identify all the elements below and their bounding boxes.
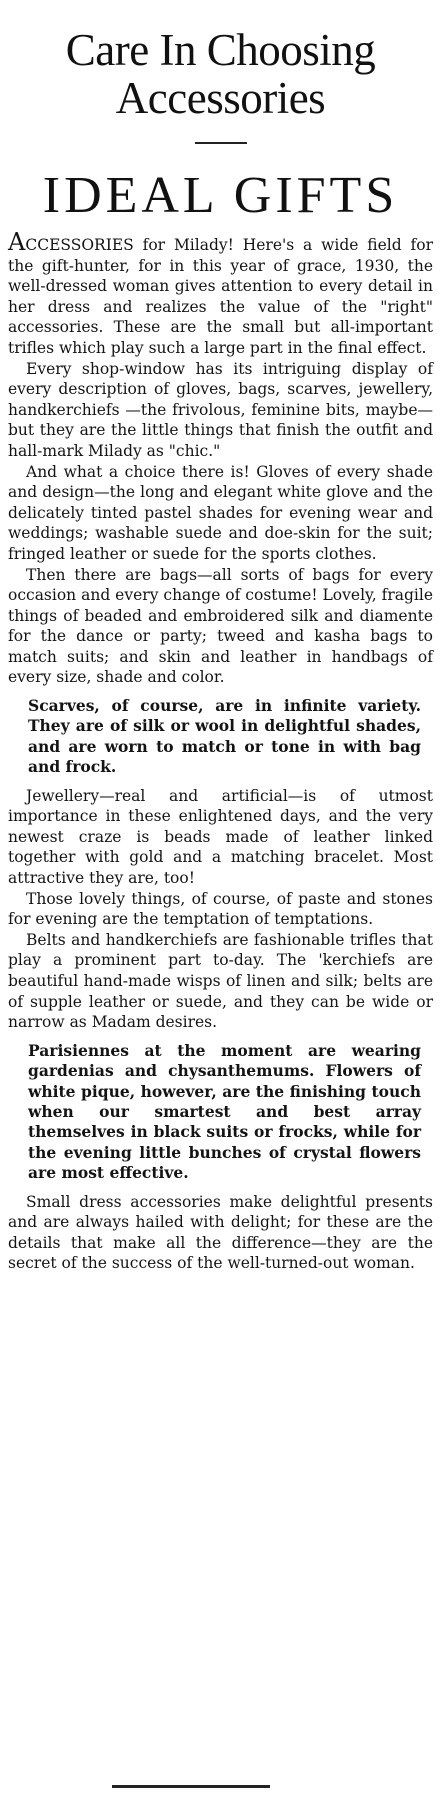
paragraph-closing: Small dress accessories make delightful presents and are always hailed with delight; for these are the details that make all the difference—they are the secret of the success of the well-turned-out woman. [8, 1192, 433, 1273]
paragraph-evening-stones: Those lovely things, of course, of paste and stones for evening are the temptation of temptations. [8, 889, 433, 929]
paragraph-gloves: And what a choice there is! Gloves of every shade and design—the long and elegant white glove and the delicately tinted pastel shades for evening wear and weddings; washable suede and doe-skin for the suit; fringed leather or suede for the sports clothes. [8, 462, 433, 563]
paragraph-parisiennes: Parisiennes at the moment are wearing gardenias and chysanthemums. Flowers of white pique, however, are the finishing touch when our smartest and best array themselves in black suits or frocks, while for the evening little bunches of crystal flowers are most effective. [28, 1040, 421, 1183]
headline-divider [195, 142, 247, 144]
paragraph-intro: ACCESSORIES for Milady! Here's a wide field for the gift-hunter, for in this year of grace, 1930, the well-dressed woman gives attention to every detail in her dress and realizes the value of the "right" accessories. These are the small but all-important trifles which play such a large part in the final effect. [8, 228, 433, 357]
paragraph-shop-window: Every shop-window has its intriguing display of every description of gloves, bags, scarves, jewellery, handkerchiefs —the frivolous, feminine bits, maybe—but they are the little things that finish the outfit and hall-mark Milady as "chic." [8, 359, 433, 460]
paragraph-scarves: Scarves, of course, are in infinite variety. They are of silk or wool in delightful shades, and are worn to match or tone in with bag and frock. [28, 696, 421, 777]
paragraph-belts: Belts and handkerchiefs are fashionable trifles that play a prominent part to-day. The 'kerchiefs are beautiful hand-made wisps of linen and silk; belts are of supple leather or suede, and they can be wide or narrow as Madam desires. [8, 930, 433, 1032]
end-rule [112, 1785, 270, 1788]
headline: Care In Choosing Accessories [65, 25, 376, 123]
paragraph-bags: Then there are bags—all sorts of bags for every occasion and every change of costume! Lovely, fragile things of beaded and embroidered silk and diamente for the dance or party; tweed and kasha bags to match suits; and skin and leather in handbags of every size, shade and color. [8, 565, 433, 687]
article-body [8, 228, 433, 1274]
subheadline: IDEAL GIFTS [42, 167, 399, 224]
paragraph-jewellery: Jewellery—real and artificial—is of utmost importance in these enlightened days, and the very newest craze is beads made of leather linked together with gold and a matching bracelet. Most attractive they are, too! [8, 786, 433, 888]
